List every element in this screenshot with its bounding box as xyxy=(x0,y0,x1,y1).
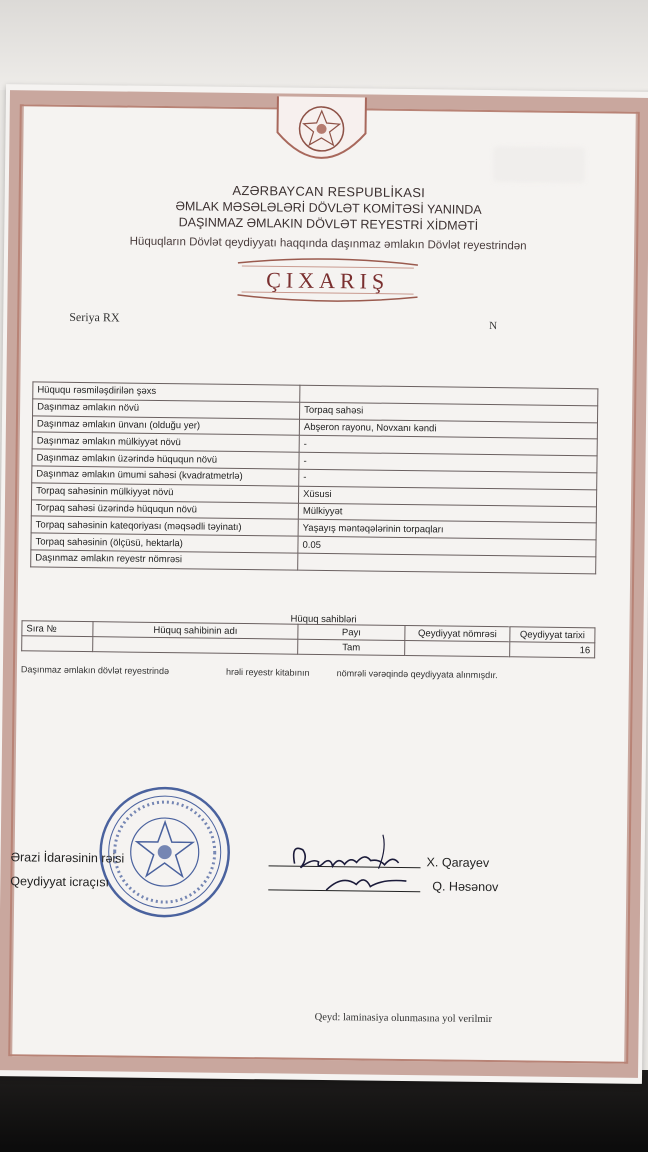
signer-role-1: Ərazi İdarəsinin rəisi xyxy=(10,850,125,866)
field-value: Yaşayış məntəqələrinin torpaqları xyxy=(298,520,596,540)
field-value: - xyxy=(299,436,597,456)
background-wall xyxy=(0,0,648,90)
field-value: - xyxy=(299,469,597,489)
field-label: Torpaq sahəsinin mülkiyyət növü xyxy=(32,483,299,503)
signer-name-1: X. Qarayev xyxy=(426,855,490,871)
field-value: Mülkiyyət xyxy=(298,503,596,523)
col-header-share: Payı xyxy=(298,624,405,640)
col-header-reg-number: Qeydiyyat nömrəsi xyxy=(405,625,510,641)
owner-reg-number xyxy=(405,640,510,656)
field-value: Xüsusi xyxy=(298,486,596,506)
owner-share: Tam xyxy=(298,639,405,655)
col-header-reg-date: Qeydiyyat tarixi xyxy=(510,627,595,643)
field-value: - xyxy=(299,452,597,472)
owner-number xyxy=(22,636,93,652)
col-header-owner-name: Hüquq sahibinin adı xyxy=(93,622,298,640)
field-label: Daşınmaz əmlakın mülkiyyət növü xyxy=(32,432,299,452)
field-label: Daşınmaz əmlakın növü xyxy=(33,399,300,419)
field-label: Daşınmaz əmlakın ünvanı (olduğu yer) xyxy=(32,416,299,436)
field-value: Torpaq sahəsi xyxy=(300,402,598,422)
handwritten-signature-icon xyxy=(286,828,411,902)
document-title: ÇIXARIŞ xyxy=(266,267,390,294)
title-banner xyxy=(231,255,424,303)
header-subtitle: Hüquqların Dövlət qeydiyyatı haqqında daşınmaz əmlakın Dövlət reyestrindən xyxy=(129,235,527,253)
series-label: Seriya RX xyxy=(69,309,120,325)
owners-title: Hüquq sahibləri xyxy=(290,613,357,626)
signer-role-2: Qeydiyyat icraçısı xyxy=(10,874,110,890)
header-republic: AZƏRBAYCAN RESPUBLİKASI xyxy=(232,182,426,201)
field-value: Abşeron rayonu, Novxanı kəndi xyxy=(299,419,597,439)
property-info-table xyxy=(30,381,598,574)
field-label: Hüququ rəsmiləşdirilən şəxs xyxy=(33,382,300,402)
number-label: N xyxy=(489,319,498,333)
note-part-3: nömrəli vərəqində qeydiyyata alınmışdır. xyxy=(336,668,498,681)
field-label: Daşınmaz əmlakın üzərində hüququn növü xyxy=(32,449,299,469)
col-header-number: Sıra № xyxy=(22,621,93,637)
header-service: DAŞINMAZ ƏMLAKIN DÖVLƏT REYESTRİ XİDMƏTİ xyxy=(178,215,479,233)
redacted-area xyxy=(493,146,585,183)
signer-name-2: Q. Həsənov xyxy=(432,879,499,895)
owner-reg-date: 16 xyxy=(510,642,595,658)
field-value: 0.05 xyxy=(298,536,596,556)
field-label: Torpaq sahəsi üzərində hüququn növü xyxy=(31,499,298,519)
owner-name xyxy=(93,637,298,655)
field-label: Torpaq sahəsinin kateqoriyası (məqsədli təyinatı) xyxy=(31,516,298,536)
lamination-note: Qeyd: laminasiya olunmasına yol verilmir xyxy=(314,1011,493,1026)
field-label: Daşınmaz əmlakın ümumi sahəsi (kvadratmetrlə) xyxy=(32,466,299,486)
field-label: Torpaq sahəsinin (ölçüsü, hektarla) xyxy=(31,533,298,553)
field-value xyxy=(298,553,596,573)
note-part-1: Daşınmaz əmlakın dövlət reyestrində xyxy=(20,664,170,677)
note-part-2: hrəli reyestr kitabının xyxy=(225,666,310,678)
state-emblem-icon xyxy=(273,92,370,171)
header-committee: ƏMLAK MƏSƏLƏLƏRİ DÖVLƏT KOMİTƏSİ YANINDA xyxy=(175,199,482,217)
field-label: Daşınmaz əmlakın reyestr nömrəsi xyxy=(31,550,298,570)
certificate-paper xyxy=(0,84,648,1084)
